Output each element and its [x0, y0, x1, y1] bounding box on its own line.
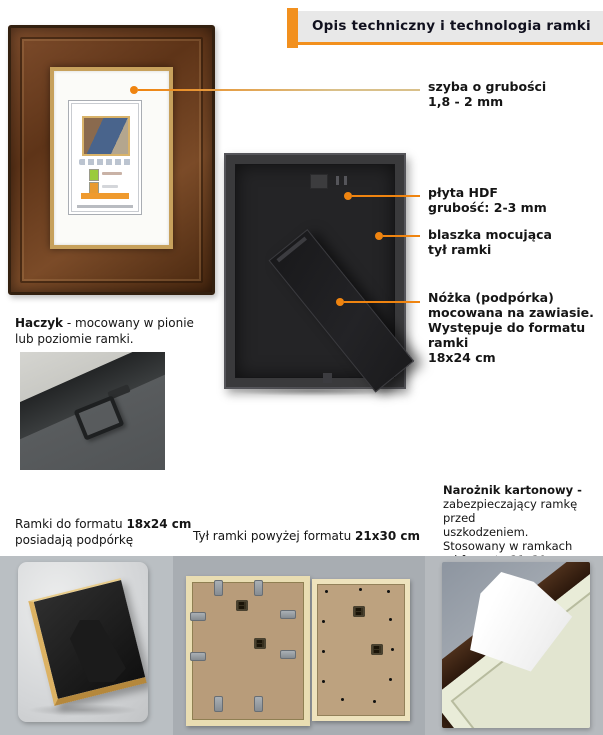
nail [391, 648, 394, 651]
callout-stand-line2: mocowana na zawiasie. [428, 305, 594, 320]
nail [325, 590, 328, 593]
callout-dot-glass [130, 86, 138, 94]
frame-back-nails-photo [312, 579, 410, 721]
wooden-frame-front-photo [8, 25, 215, 295]
metal-clip [280, 610, 296, 619]
frame-with-stand-photo [18, 562, 148, 722]
hanger-mark [353, 606, 365, 617]
callout-stand-line1: Nóżka (podpórka) [428, 290, 554, 305]
nail [322, 680, 325, 683]
metal-clip [280, 650, 296, 659]
metal-clip [190, 612, 206, 621]
metal-clip [190, 652, 206, 661]
back-sticker [310, 174, 328, 189]
nail [373, 700, 376, 703]
metal-clip [214, 696, 223, 712]
hanging-slot [344, 176, 347, 185]
caption-stand-pre: Ramki do formatu [15, 517, 127, 531]
hook-note-rest: - mocowany w pionie [63, 316, 194, 330]
caption-stand-line2: posiadają podpórkę [15, 533, 134, 547]
nail [389, 678, 392, 681]
hook-note-term: Haczyk [15, 316, 64, 330]
insert-swatch-text-placeholder [102, 185, 118, 188]
header-accent-bar [287, 8, 298, 48]
callout-stand-line4: 18x24 cm [428, 350, 496, 365]
hook-note-line2: lub poziomie ramki. [15, 332, 134, 346]
caption-back-bold: 21x30 cm [355, 529, 420, 543]
insert-fineprint-placeholder [77, 205, 133, 208]
nail [341, 698, 344, 701]
callout-stand-line3: Występuje do formatu ramki [428, 320, 586, 350]
page-title: Opis techniczny i technologia ramki [298, 11, 603, 45]
nail [359, 588, 362, 591]
hanger-mark [371, 644, 383, 655]
nail [322, 620, 325, 623]
frame-insert-card [68, 100, 142, 215]
callout-plate [428, 227, 552, 257]
nail [387, 590, 390, 593]
hanging-slot [336, 176, 339, 185]
callout-plate-line2: tył ramki [428, 242, 492, 257]
hanger-mark [254, 638, 266, 649]
callout-hdf [428, 185, 547, 215]
callout-hdf-line2: grubość: 2-3 mm [428, 200, 547, 215]
callout-glass-line1: szyba o grubości [428, 79, 547, 94]
frame-back-clips-photo [186, 576, 310, 726]
metal-clip [214, 580, 223, 596]
callout-stand [428, 290, 603, 365]
caption-stand-bold: 18x24 cm [126, 517, 192, 531]
callout-dot-plate [375, 232, 383, 240]
floor-shadow [28, 704, 138, 716]
callout-glass [428, 79, 546, 109]
callout-plate-line1: blaszka mocująca [428, 227, 552, 242]
caption-corner-line4: Stosowany w ramkach [443, 539, 573, 553]
metal-clip [254, 696, 263, 712]
insert-green-swatch [89, 169, 99, 181]
insert-swatch-text-placeholder [102, 172, 122, 175]
insert-script-placeholder [79, 159, 131, 165]
callout-line-glass [138, 89, 420, 91]
caption-corner-line3: uszkodzeniem. [443, 525, 529, 539]
nail [322, 650, 325, 653]
caption-corner-line2: zabezpieczający ramkę przed [443, 497, 578, 525]
cardboard-corner-photo [442, 562, 590, 728]
callout-glass-line2: 1,8 - 2 mm [428, 94, 504, 109]
callout-hdf-line1: płyta HDF [428, 185, 498, 200]
black-frame-back-photo [222, 148, 414, 400]
metal-clip [254, 580, 263, 596]
frame-shadow [228, 386, 400, 396]
callout-dot-hdf [344, 192, 352, 200]
insert-orange-bar [81, 193, 129, 199]
hanger-mark [236, 600, 248, 611]
callout-line-stand [344, 301, 420, 303]
callout-line-plate [383, 235, 420, 237]
caption-stand-formats [15, 516, 215, 548]
fixing-tab [323, 373, 332, 383]
hook-note [15, 315, 225, 347]
callout-dot-stand [336, 298, 344, 306]
caption-back-formats [193, 528, 433, 544]
caption-back-pre: Tył ramki powyżej formatu [193, 529, 356, 543]
callout-line-hdf [352, 195, 420, 197]
caption-corner-term: Narożnik kartonowy - [443, 483, 582, 497]
insert-sample-photo [82, 116, 130, 156]
back-frame-border [224, 153, 406, 389]
caption-corner [443, 483, 603, 567]
nail [389, 618, 392, 621]
